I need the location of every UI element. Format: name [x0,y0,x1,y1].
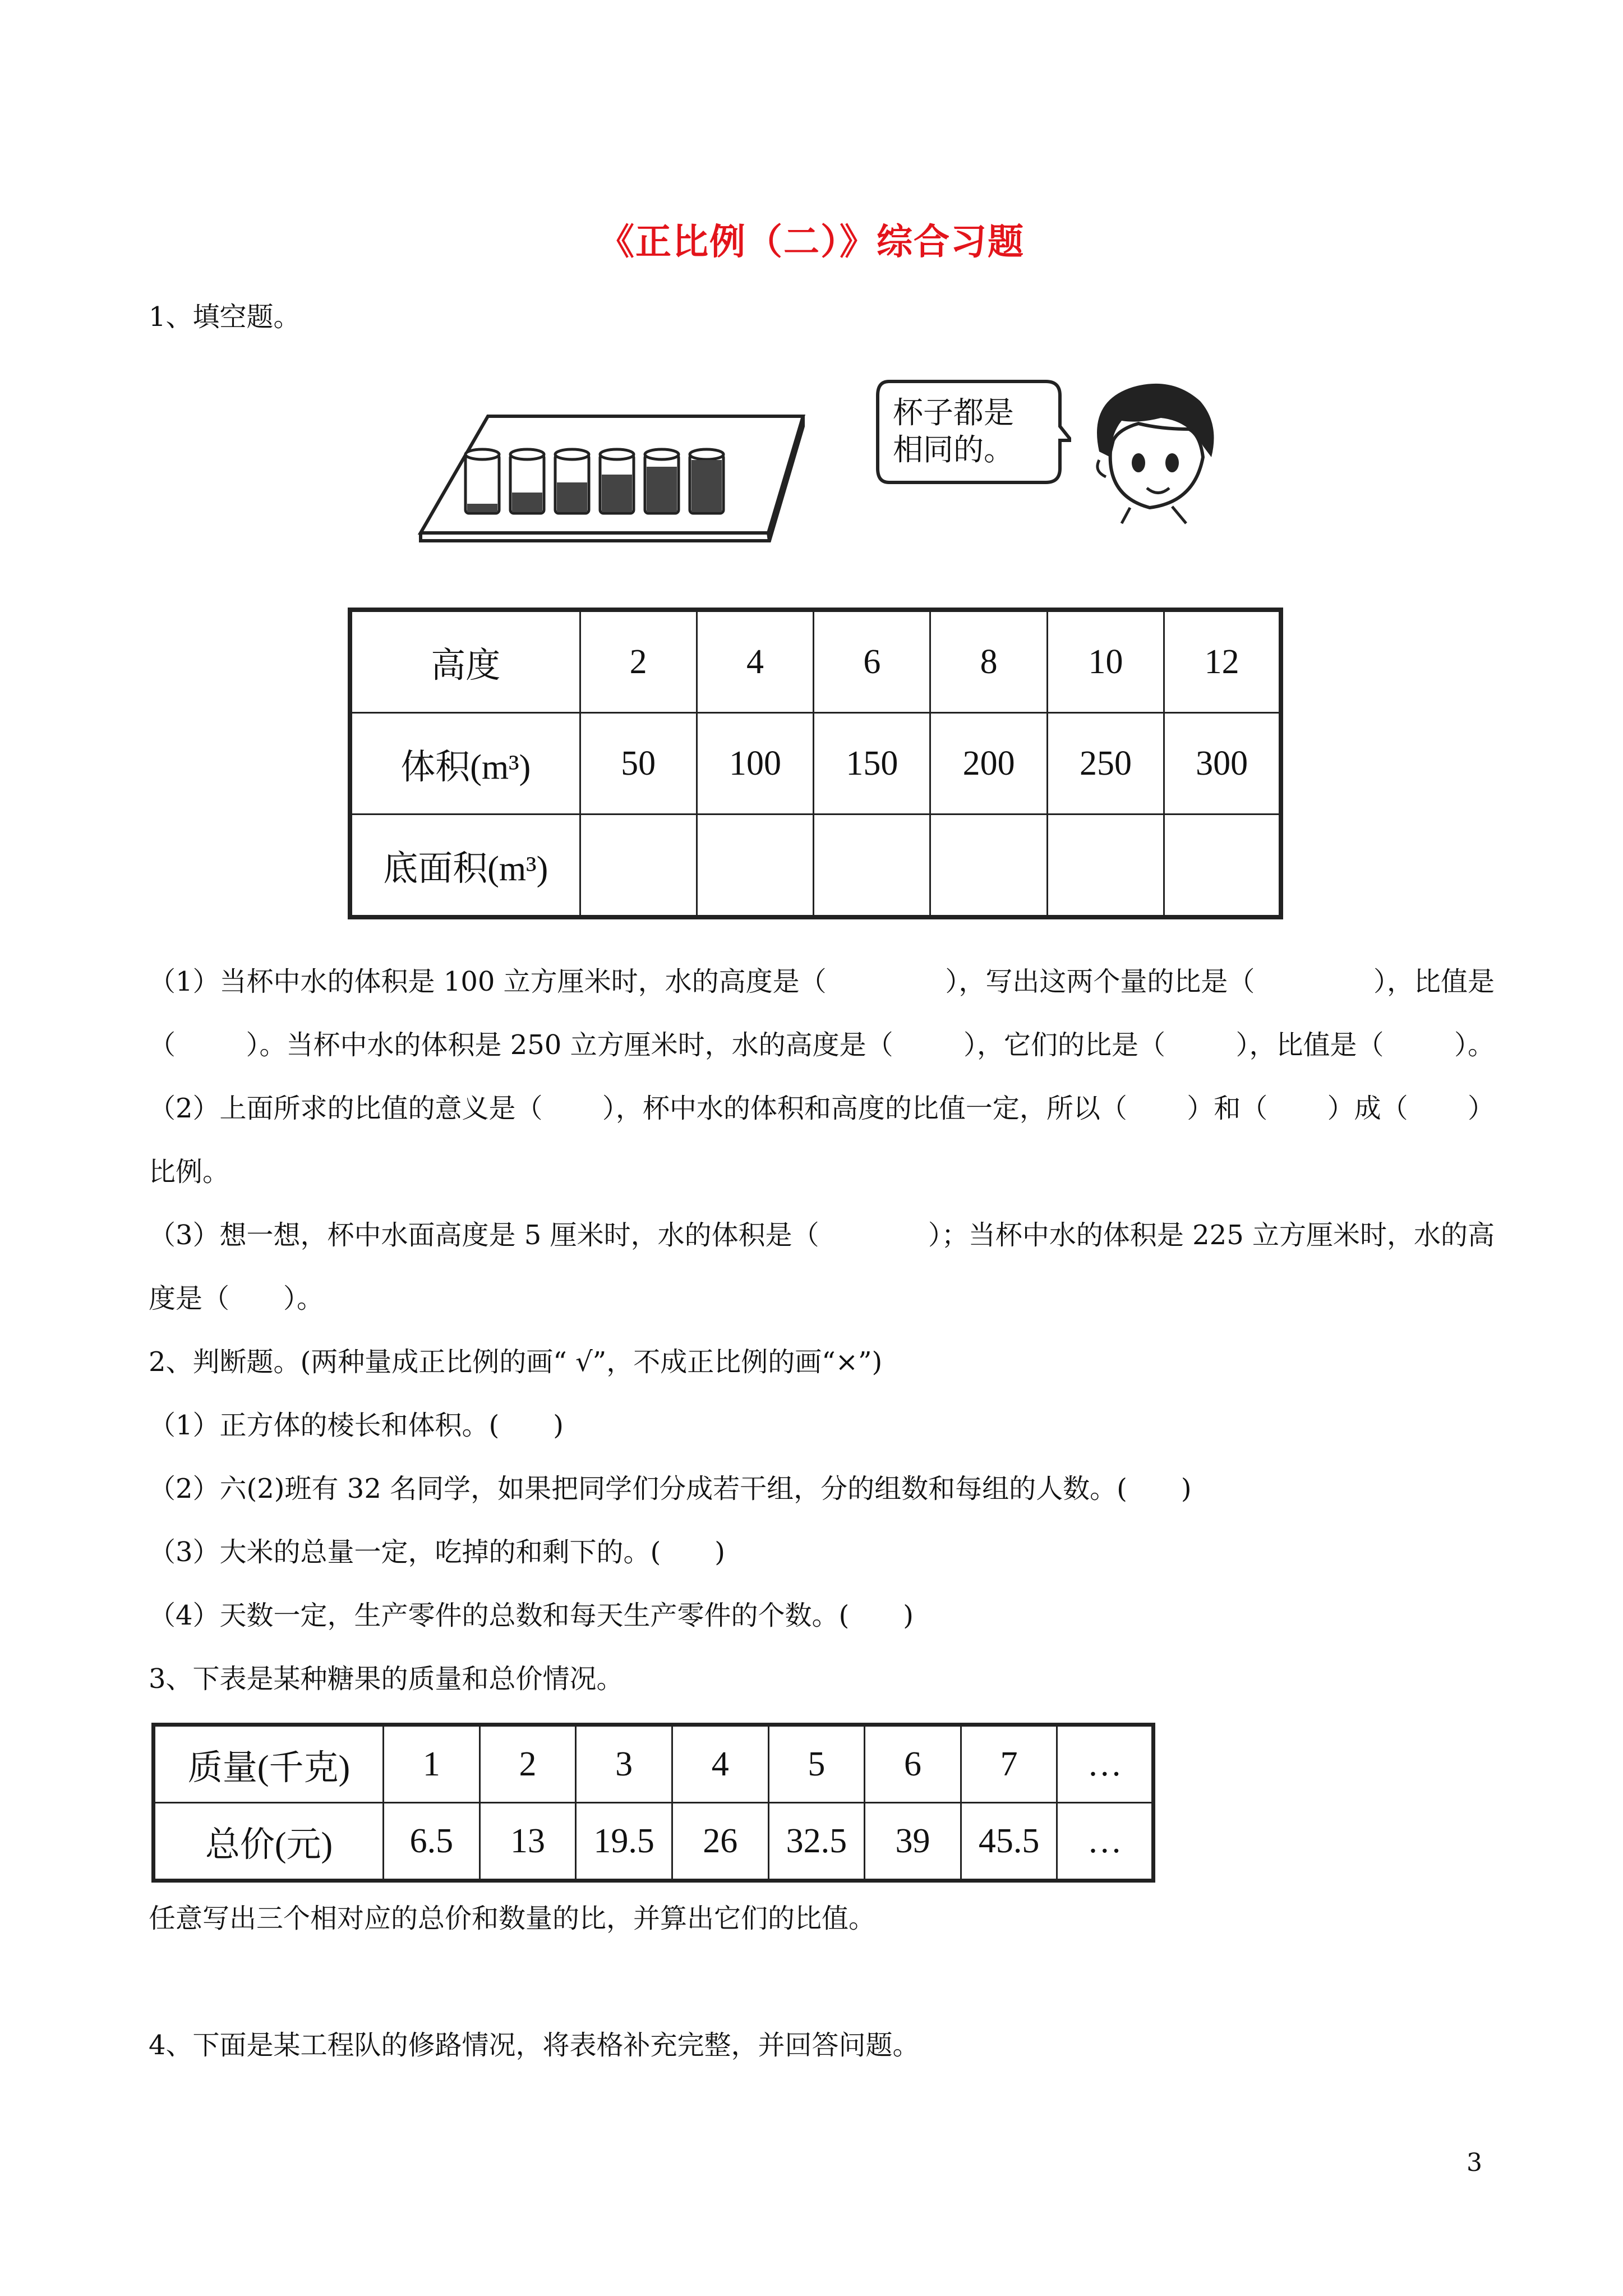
cup-5 [645,449,679,513]
table-cell: 32.5 [768,1803,865,1881]
bubble-line-1: 杯子都是 [893,395,1014,430]
cup-4 [600,449,634,513]
text-segment: ），比值是 [1373,966,1495,997]
table-cell: 2 [580,610,697,713]
q1-part2-line2: 比例。 [149,1156,230,1188]
text-segment: ），它们的比是（ [963,1029,1166,1061]
table-cell: 12 [1164,610,1281,713]
answer-cell[interactable] [1164,815,1281,918]
height-volume-table [348,608,1283,919]
table-cell: 6 [814,610,930,713]
q1-part1-line1 [149,965,1495,999]
q1-heading: 1、填空题。 [149,301,301,333]
table-cell: 6.5 [384,1803,480,1881]
text-segment: ）和（ [1187,1093,1268,1124]
candy-price-table [151,1723,1155,1883]
cup-2 [510,449,544,513]
row-label: 体积(m³) [350,713,580,815]
q2-item-2: （2）六(2)班有 32 名同学，如果把同学们分成若干组，分的组数和每组的人数。( ) [149,1473,1192,1504]
text-segment: ）；当杯中水的体积是 225 立方厘米时，水的高 [928,1220,1495,1251]
row-label: 底面积(m³) [350,815,580,918]
page-number: 3 [1467,2148,1482,2177]
table-cell: 10 [1047,610,1164,713]
table-cell: 50 [580,713,697,815]
table-row [154,1725,1154,1803]
table-cell: 4 [697,610,813,713]
table-cell: 250 [1047,713,1164,815]
q1-part1-line2 [149,1028,1495,1062]
q2-heading: 2、判断题。(两种量成正比例的画“ √”，不成正比例的画“×”) [149,1346,883,1378]
text-segment: （1）当杯中水的体积是 100 立方厘米时，水的高度是（ [149,966,827,997]
text-segment: ）。当杯中水的体积是 250 立方厘米时，水的高度是（ [246,1029,893,1061]
table-cell: … [1057,1725,1154,1803]
table-cell: 4 [672,1725,768,1803]
text-segment: （2）上面所求的比值的意义是（ [149,1093,543,1124]
table-cell: 19.5 [576,1803,672,1881]
answer-cell[interactable] [814,815,930,918]
answer-cell[interactable] [930,815,1047,918]
text-segment: （3）想一想，杯中水面高度是 5 厘米时，水的体积是（ [149,1220,819,1251]
table-cell: 8 [930,610,1047,713]
boy-face-illustration [1077,367,1228,524]
cup-6 [690,449,723,513]
table-cell: 13 [479,1803,576,1881]
cups-on-board-illustration [404,370,808,550]
table-cell: 6 [865,1725,961,1803]
table-cell: 26 [672,1803,768,1881]
row-label: 总价(元) [154,1803,384,1881]
answer-cell[interactable] [697,815,813,918]
q4-heading: 4、下面是某工程队的修路情况，将表格补充完整，并回答问题。 [149,2030,920,2061]
q2-item-1: （1）正方体的棱长和体积。( ) [149,1410,564,1441]
q1-part2-line1 [149,1092,1495,1125]
table-cell: 100 [697,713,813,815]
text-segment: ） [1467,1093,1495,1124]
text-segment: ），写出这两个量的比是（ [945,966,1255,997]
table-cell: 39 [865,1803,961,1881]
table-cell: 300 [1164,713,1281,815]
table-row [350,713,1281,815]
cup-1 [465,449,499,513]
table-cell: … [1057,1803,1154,1881]
text-segment: ）成（ [1327,1093,1408,1124]
q1-part3-line1 [149,1218,1495,1252]
page-title: 《正比例（二）》综合习题 [598,221,1025,263]
table-cell: 200 [930,713,1047,815]
q3-heading: 3、下表是某种糖果的质量和总价情况。 [149,1663,624,1695]
row-label: 质量(千克) [154,1725,384,1803]
answer-cell[interactable] [580,815,697,918]
table-cell: 2 [479,1725,576,1803]
speech-bubble [875,379,1071,485]
q3-instruction: 任意写出三个相对应的总价和数量的比，并算出它们的比值。 [149,1903,876,1934]
bubble-line-2: 相同的。 [893,432,1014,467]
q2-item-4: （4）天数一定，生产零件的总数和每天生产零件的个数。( ) [149,1600,914,1631]
table-cell: 7 [961,1725,1057,1803]
table-cell: 150 [814,713,930,815]
table-row [350,610,1281,713]
row-label: 高度 [350,610,580,713]
text-segment: ），比值是（ [1235,1029,1384,1061]
table-row [154,1803,1154,1881]
answer-cell[interactable] [1047,815,1164,918]
table-cell: 3 [576,1725,672,1803]
text-segment: ），杯中水的体积和高度的比值一定，所以（ [602,1093,1127,1124]
table-cell: 1 [384,1725,480,1803]
cup-3 [555,449,589,513]
q1-part3-line2: 度是（ ）。 [149,1283,324,1314]
text-segment: ）。 [1454,1029,1495,1061]
table-row [350,815,1281,918]
table-cell: 5 [768,1725,865,1803]
text-segment: （ [149,1029,176,1061]
table-cell: 45.5 [961,1803,1057,1881]
q2-item-3: （3）大米的总量一定，吃掉的和剩下的。( ) [149,1536,725,1568]
